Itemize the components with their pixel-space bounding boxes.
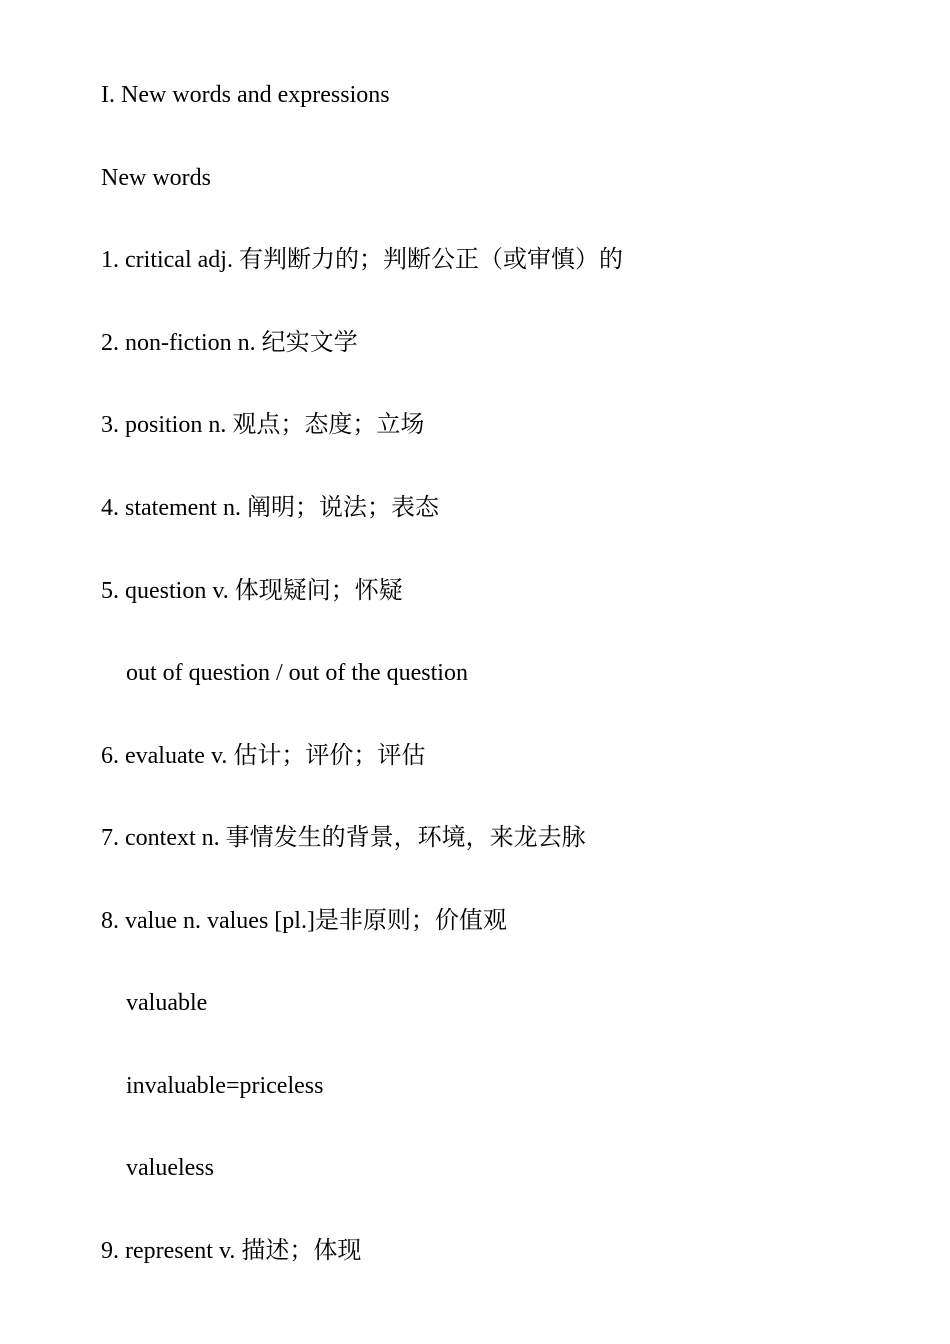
vocab-entry-evaluate: 6. evaluate v. 估计；评价；评估 xyxy=(101,743,426,769)
vocab-entry-statement: 4. statement n. 阐明；说法；表态 xyxy=(101,495,439,521)
vocab-entry-context: 7. context n. 事情发生的背景，环境，来龙去脉 xyxy=(101,825,586,851)
vocab-entry-represent: 9. represent v. 描述；体现 xyxy=(101,1238,362,1264)
vocab-derivative-invaluable: invaluable=priceless xyxy=(126,1073,324,1099)
vocab-entry-critical: 1. critical adj. 有判断力的；判断公正（或审慎）的 xyxy=(101,247,623,273)
vocab-derivative-valueless: valueless xyxy=(126,1155,214,1181)
section-heading: I. New words and expressions xyxy=(101,82,390,108)
subsection-heading: New words xyxy=(101,165,211,191)
vocab-entry-non-fiction: 2. non-fiction n. 纪实文学 xyxy=(101,330,358,356)
vocab-entry-value: 8. value n. values [pl.]是非原则；价值观 xyxy=(101,908,507,934)
vocab-derivative-valuable: valuable xyxy=(126,990,208,1016)
vocab-entry-position: 3. position n. 观点；态度；立场 xyxy=(101,412,425,438)
vocab-entry-question: 5. question v. 体现疑问；怀疑 xyxy=(101,578,403,604)
vocab-phrase-out-of-question: out of question / out of the question xyxy=(126,660,468,686)
